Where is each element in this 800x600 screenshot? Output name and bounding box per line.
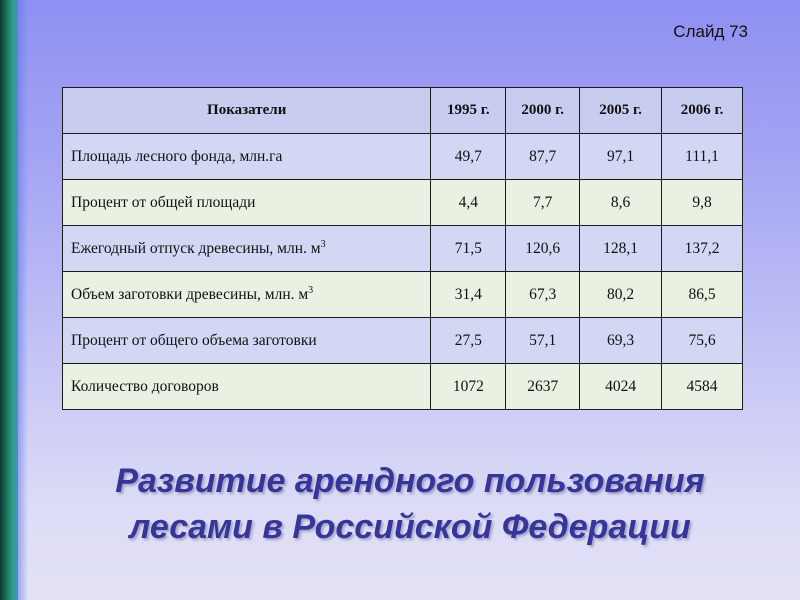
row-label: Объем заготовки древесины, млн. $м^3$ bbox=[63, 272, 431, 318]
table-cell: 27,5 bbox=[431, 318, 506, 364]
table-cell: 137,2 bbox=[662, 226, 743, 272]
table-cell: 97,1 bbox=[580, 134, 662, 180]
header-indicators: Показатели bbox=[63, 88, 431, 134]
table-row bbox=[63, 180, 743, 226]
table-cell: 86,5 bbox=[662, 272, 743, 318]
table-cell: 2637 bbox=[506, 364, 580, 410]
table-cell: 128,1 bbox=[580, 226, 662, 272]
table-cell: 31,4 bbox=[431, 272, 506, 318]
row-label: Процент от общего объема заготовки bbox=[63, 318, 431, 364]
table-cell: 1072 bbox=[431, 364, 506, 410]
row-label: Площадь лесного фонда, млн.га bbox=[63, 134, 431, 180]
table-cell: 80,2 bbox=[580, 272, 662, 318]
header-year-2005: 2005 г. bbox=[580, 88, 662, 134]
table-cell: 120,6 bbox=[506, 226, 580, 272]
table-cell: 7,7 bbox=[506, 180, 580, 226]
slide-title-line-2: лесами в Российской Федерации bbox=[129, 508, 691, 546]
table-cell: 67,3 bbox=[506, 272, 580, 318]
table-cell: 111,1 bbox=[662, 134, 743, 180]
left-accent-bar bbox=[0, 0, 18, 600]
slide-title-line-1: Развитие арендного пользования bbox=[115, 462, 705, 500]
table-cell: 4584 bbox=[662, 364, 743, 410]
table-cell: 57,1 bbox=[506, 318, 580, 364]
table-cell: 8,6 bbox=[580, 180, 662, 226]
table-cell: 9,8 bbox=[662, 180, 743, 226]
table-header-row bbox=[63, 88, 743, 134]
statistics-table bbox=[62, 87, 743, 410]
table-row bbox=[63, 226, 743, 272]
row-label: Ежегодный отпуск древесины, млн. $м^3$ bbox=[63, 226, 431, 272]
table-cell: 87,7 bbox=[506, 134, 580, 180]
table-cell: 71,5 bbox=[431, 226, 506, 272]
table-cell: 69,3 bbox=[580, 318, 662, 364]
row-label: Количество договоров bbox=[63, 364, 431, 410]
table-row bbox=[63, 318, 743, 364]
table-cell: 4,4 bbox=[431, 180, 506, 226]
table-cell: 75,6 bbox=[662, 318, 743, 364]
left-accent-glow bbox=[18, 0, 28, 600]
header-year-2006: 2006 г. bbox=[662, 88, 743, 134]
slide-number: Слайд 73 bbox=[673, 22, 748, 41]
table-row bbox=[63, 134, 743, 180]
slide-title bbox=[60, 458, 760, 550]
row-label: Процент от общей площади bbox=[63, 180, 431, 226]
table-cell: 4024 bbox=[580, 364, 662, 410]
table-cell: 49,7 bbox=[431, 134, 506, 180]
table-row bbox=[63, 272, 743, 318]
table-row bbox=[63, 364, 743, 410]
header-year-1995: 1995 г. bbox=[431, 88, 506, 134]
header-year-2000: 2000 г. bbox=[506, 88, 580, 134]
